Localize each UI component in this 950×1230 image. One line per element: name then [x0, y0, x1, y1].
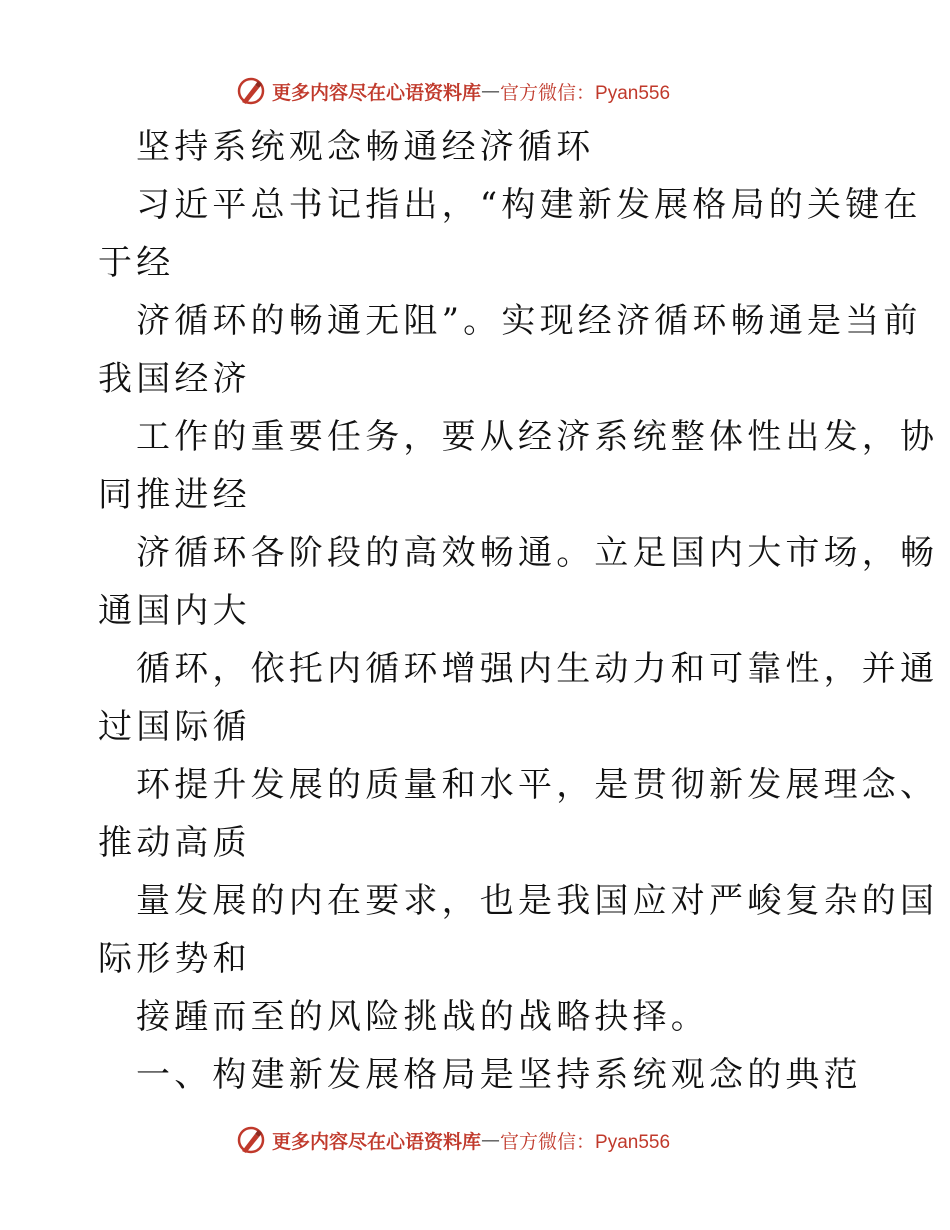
text-line: 环提升发展的质量和水平，是贯彻新发展理念、 — [136, 765, 939, 805]
text-line: 同推进经 — [98, 475, 251, 515]
pen-logo-icon — [236, 76, 266, 106]
watermark-dash: — — [481, 1129, 501, 1151]
text-line: 我国经济 — [98, 359, 251, 399]
text-line: 通国内大 — [98, 591, 251, 631]
text-line: 循环，依托内循环增强内生动力和可靠性，并通 — [136, 649, 939, 689]
pen-logo-icon — [236, 1125, 266, 1155]
title-line: 坚持系统观念畅通经济循环 — [136, 127, 595, 167]
header-watermark — [236, 73, 670, 109]
text-line: 济循环各阶段的高效畅通。立足国内大市场，畅 — [136, 533, 939, 573]
text-line: 习近平总书记指出，“构建新发展格局的关键在 — [136, 185, 922, 225]
text-line: 济循环的畅通无阻”。实现经济循环畅通是当前 — [136, 301, 922, 341]
watermark-text: 更多内容尽在心语资料库 — [272, 81, 482, 104]
section-heading: 一、构建新发展格局是坚持系统观念的典范 — [136, 1055, 862, 1095]
watermark-wechat: 官方微信：Pyan556 — [500, 82, 671, 104]
text-line: 推动高质 — [98, 823, 251, 863]
watermark-wechat: 官方微信：Pyan556 — [500, 1131, 671, 1153]
watermark-dash: — — [481, 80, 501, 102]
text-line: 于经 — [98, 243, 175, 283]
text-line: 接踵而至的风险挑战的战略抉择。 — [136, 997, 709, 1037]
text-line: 量发展的内在要求，也是我国应对严峻复杂的国 — [136, 881, 939, 921]
text-line: 过国际循 — [98, 707, 251, 747]
text-line: 工作的重要任务，要从经济系统整体性出发，协 — [136, 417, 939, 457]
footer-watermark — [236, 1122, 670, 1158]
text-line: 际形势和 — [98, 939, 251, 979]
watermark-text: 更多内容尽在心语资料库 — [272, 1130, 482, 1153]
